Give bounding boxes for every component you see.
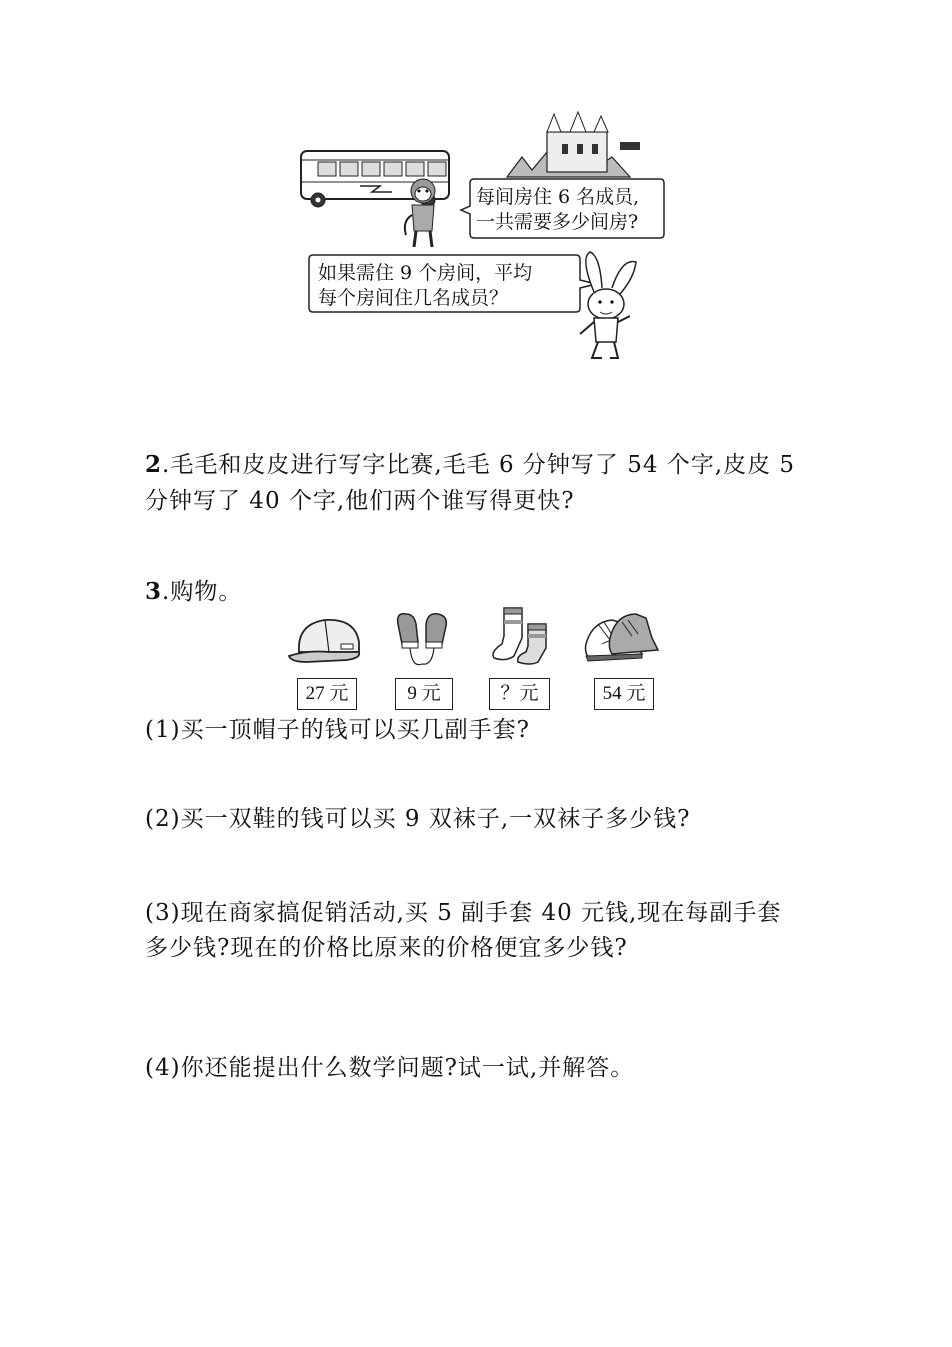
price-cap: 27 元 bbox=[297, 678, 357, 710]
monkey-bubble-line2: 一共需要多少间房? bbox=[476, 211, 639, 233]
shoes-icon bbox=[582, 608, 662, 666]
illustration-scene bbox=[290, 110, 670, 370]
cap-icon bbox=[287, 612, 367, 667]
rabbit-bubble-text bbox=[312, 258, 532, 311]
rabbit-illustration bbox=[572, 248, 642, 363]
monkey-illustration bbox=[398, 175, 448, 250]
q2-number: 2 bbox=[145, 451, 163, 478]
q2-line1 bbox=[145, 448, 795, 482]
mittens-icon bbox=[392, 610, 457, 670]
q3-number: 3 bbox=[145, 578, 163, 605]
q3-sub3-line2: 多少钱?现在的价格比原来的价格便宜多少钱? bbox=[145, 935, 628, 961]
q3-title-line bbox=[145, 575, 242, 609]
q3-sub3-line1: (3)现在商家搞促销活动,买 5 副手套 40 元钱,现在每副手套 bbox=[145, 900, 782, 926]
q2-text-line1: .毛毛和皮皮进行写字比赛,毛毛 6 分钟写了 54 个字,皮皮 5 bbox=[162, 452, 796, 478]
q3-sub1: (1)买一顶帽子的钱可以买几副手套? bbox=[145, 717, 530, 743]
q2-line2: 分钟写了 40 个字,他们两个谁写得更快? bbox=[145, 488, 575, 514]
socks-icon bbox=[484, 604, 559, 666]
price-socks: ？元 bbox=[489, 678, 550, 710]
rabbit-bubble-line1: 如果需住 9 个房间，平均 bbox=[318, 262, 533, 284]
monkey-bubble-line1: 每间房住 6 名成员, bbox=[476, 186, 640, 208]
q3-sub4: (4)你还能提出什么数学问题?试一试,并解答。 bbox=[145, 1055, 635, 1081]
castle-illustration bbox=[502, 112, 632, 182]
price-mittens: 9 元 bbox=[395, 678, 453, 710]
price-shoes: 54 元 bbox=[594, 678, 654, 710]
monkey-bubble-text bbox=[470, 182, 639, 235]
rabbit-bubble-line2: 每个房间住几名成员？ bbox=[318, 287, 509, 309]
q3-title: .购物。 bbox=[162, 579, 243, 605]
q3-sub2: (2)买一双鞋的钱可以买 9 双袜子,一双袜子多少钱? bbox=[145, 806, 691, 832]
